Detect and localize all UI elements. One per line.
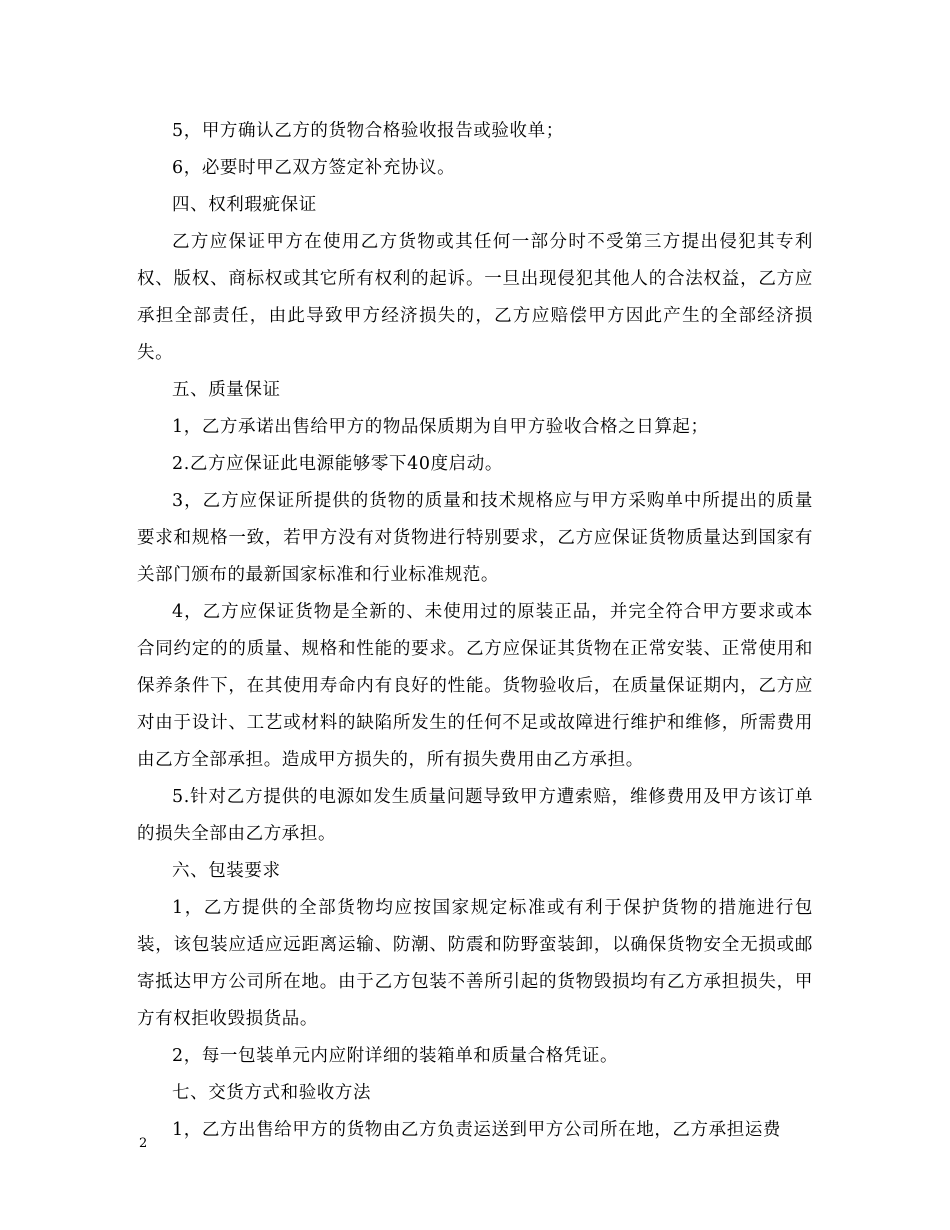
document-body	[137, 113, 813, 1149]
paragraph: 3，乙方应保证所提供的货物的质量和技术规格应与甲方采购单中所提出的质量要求和规格一致，若甲方没有对货物进行特别要求，乙方应保证货物质量达到国家有关部门颁布的最新国家标准和行业标准规范。	[137, 491, 813, 585]
section-heading: 四、权利瑕疵保证	[172, 195, 317, 215]
paragraph: 1，乙方出售给甲方的货物由乙方负责运送到甲方公司所在地，乙方承担运费	[172, 1120, 782, 1140]
paragraph: 1，乙方提供的全部货物均应按国家规定标准或有利于保护货物的措施进行包装，该包装应适应远距离运输、防潮、防震和防野蛮装卸，以确保货物安全无损或邮寄抵达甲方公司所在地。由于乙方包装不善所引起的货物毁损均有乙方承担损失，甲方有权拒收毁损货品。	[137, 898, 813, 1029]
paragraph: 2，每一包装单元内应附详细的装箱单和质量合格凭证。	[172, 1046, 619, 1066]
paragraph: 2.乙方应保证此电源能够零下40度启动。	[172, 454, 503, 474]
paragraph: 6，必要时甲乙双方签定补充协议。	[172, 158, 456, 178]
paragraph: 4，乙方应保证货物是全新的、未使用过的原装正品，并完全符合甲方要求或本合同约定的的质量、规格和性能的要求。乙方应保证其货物在正常安装、正常使用和保养条件下，在其使用寿命内有良好的性能。货物验收后，在质量保证期内，乙方应对由于设计、工艺或材料的缺陷所发生的任何不足或故障进行维护和维修，所需费用由乙方全部承担。造成甲方损失的，所有损失费用由乙方承担。	[137, 602, 813, 770]
paragraph: 乙方应保证甲方在使用乙方货物或其任何一部分时不受第三方提出侵犯其专利权、版权、商标权或其它所有权利的起诉。一旦出现侵犯其他人的合法权益，乙方应承担全部责任，由此导致甲方经济损失的，乙方应赔偿甲方因此产生的全部经济损失。	[137, 232, 813, 363]
section-heading: 五、质量保证	[172, 380, 281, 400]
section-heading: 七、交货方式和验收方法	[172, 1083, 372, 1103]
paragraph: 5，甲方确认乙方的货物合格验收报告或验收单；	[172, 121, 564, 141]
section-heading: 六、包装要求	[172, 861, 281, 881]
paragraph: 1，乙方承诺出售给甲方的物品保质期为自甲方验收合格之日算起；	[172, 417, 709, 437]
page-number: 2	[139, 1136, 148, 1151]
paragraph: 5.针对乙方提供的电源如发生质量问题导致甲方遭索赔，维修费用及甲方该订单的损失全部由乙方承担。	[137, 787, 813, 844]
